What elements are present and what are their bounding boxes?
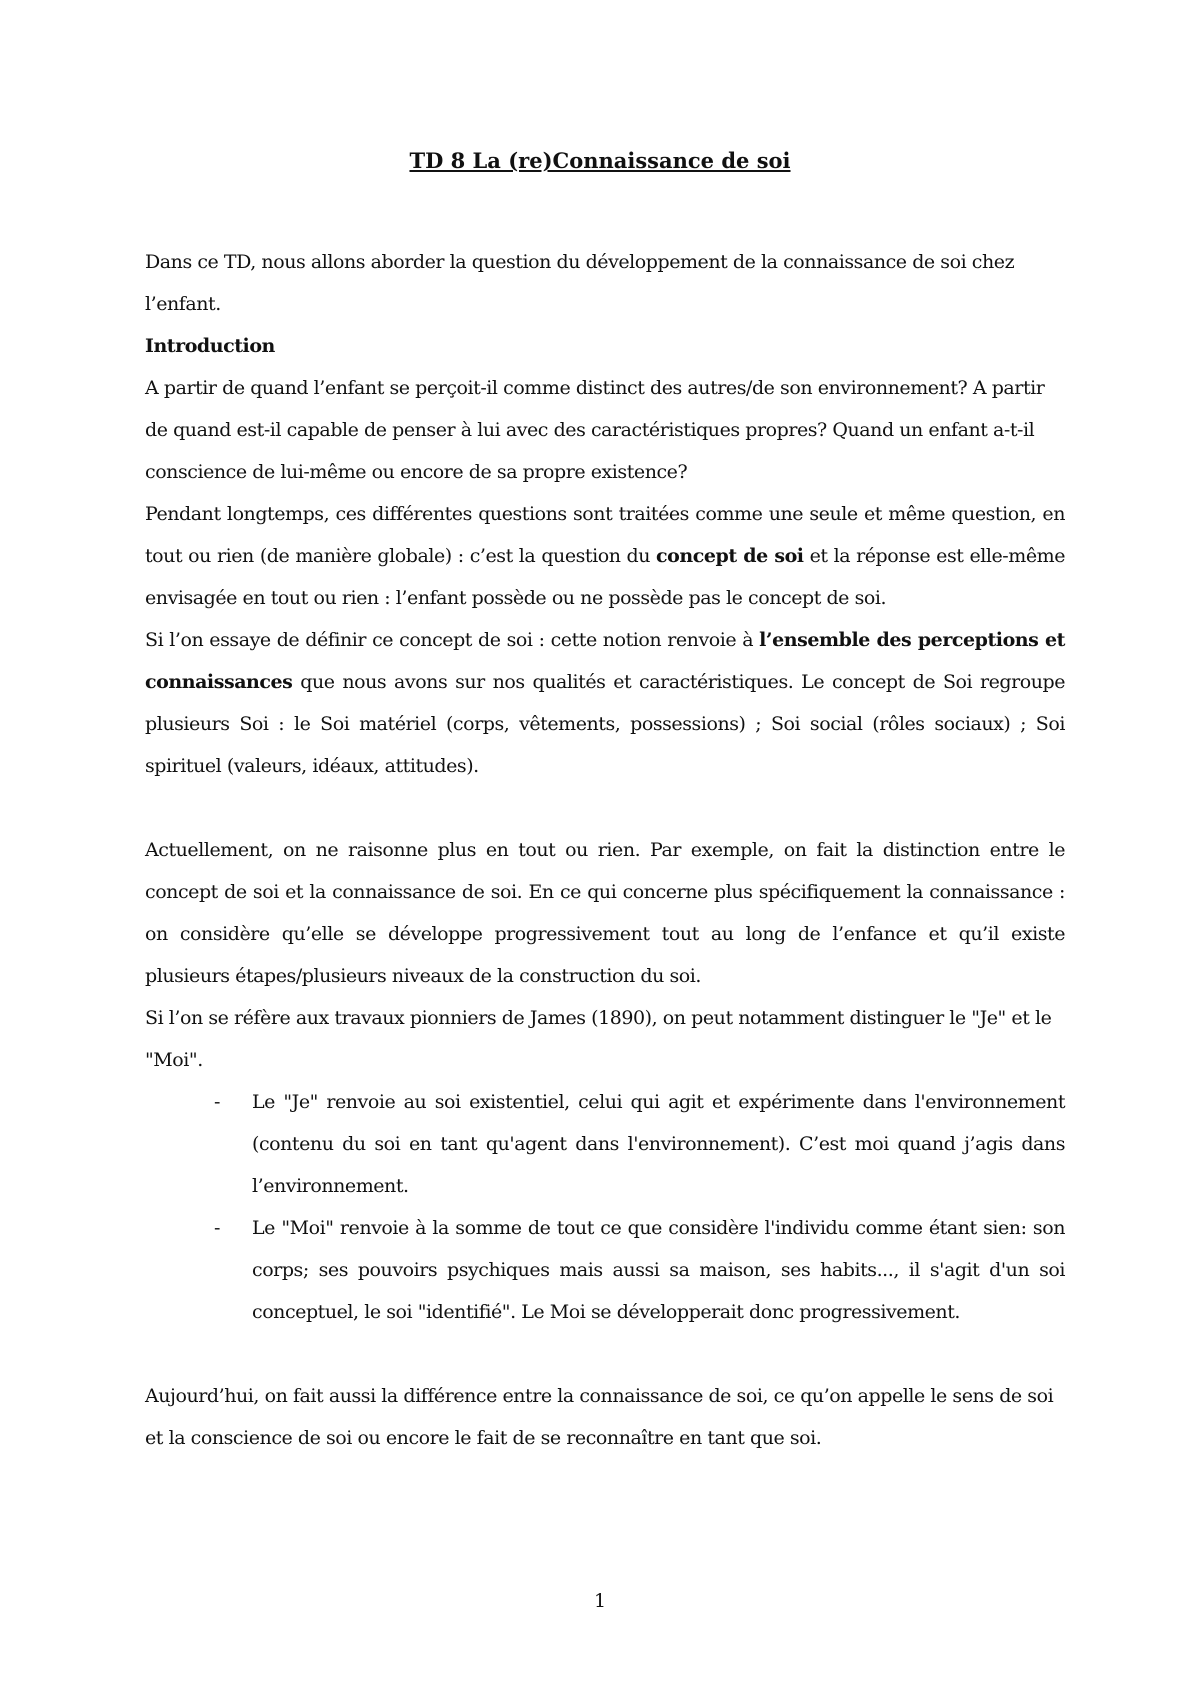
paragraph-concept-definition [145, 619, 1065, 787]
paragraph-spacer [145, 787, 1065, 829]
bold-term-perceptions: l’ensemble des perceptions et connaissances [145, 629, 1065, 693]
list-item-text: Le "Moi" renvoie à la somme de tout ce que considère l'individu comme étant sien: son corps; ses pouvoirs psychiques mais aussi sa maison, ses habits..., il s'agit d'un soi conceptuel, le soi "identifié". Le Moi se développerait donc progressivement. [252, 1217, 1065, 1323]
section-heading-introduction: Introduction [145, 335, 275, 357]
dash-bullet-icon: - [214, 1217, 220, 1239]
intro-sentence: Dans ce TD, nous allons aborder la question du développement de la connaissance de soi chez l’enfant. [145, 251, 1015, 315]
paragraph-text: et la réponse est elle-même envisagée en tout ou rien : l’enfant possède ou ne possède pas le concept de soi. [145, 545, 1065, 609]
paragraph-text: que nous avons sur nos qualités et caractéristiques. Le concept de Soi regroupe plusieurs Soi : le Soi matériel (corps, vêtements, possessions) ; Soi social (rôles sociaux) ; Soi spirituel (valeurs, idéaux, attitudes). [145, 671, 1065, 777]
paragraph-today: Aujourd’hui, on fait aussi la différence entre la connaissance de soi, ce qu’on appelle le sens de soi et la conscience de soi ou encore le fait de se reconnaître en tant que soi. [145, 1385, 1054, 1449]
page-number: 1 [593, 1590, 607, 1612]
paragraph-james: Si l’on se réfère aux travaux pionniers de James (1890), on peut notamment distinguer le "Je" et le "Moi". [145, 1007, 1052, 1071]
bold-term-concept-de-soi: concept de soi [656, 545, 804, 567]
document-title: TD 8 La (re)Connaissance de soi [409, 148, 791, 173]
document-body [145, 241, 1065, 1459]
paragraph-text: Si l’on essaye de définir ce concept de soi : cette notion renvoie à [145, 629, 760, 651]
list-item-moi [214, 1207, 1065, 1333]
list-item-text: Le "Je" renvoie au soi existentiel, celui qui agit et expérimente dans l'environnement (contenu du soi en tant qu'agent dans l'environnement). C’est moi quand j’agis dans l’environnement. [252, 1091, 1065, 1197]
list-item-je [214, 1081, 1065, 1207]
je-moi-list [145, 1081, 1065, 1333]
paragraph-concept-history [145, 493, 1065, 619]
paragraph-questions: A partir de quand l’enfant se perçoit-il comme distinct des autres/de son environnement? A partir de quand est-il capable de penser à lui avec des caractéristiques propres? Quand un enfant a-t-il conscience de lui-même ou encore de sa propre existence? [145, 377, 1045, 483]
paragraph-spacer [145, 1333, 1065, 1375]
paragraph-text: Pendant longtemps, ces différentes questions sont traitées comme une seule et même question, en tout ou rien (de manière globale) : c’est la question du [145, 503, 1065, 567]
dash-bullet-icon: - [214, 1091, 220, 1113]
paragraph-current-view: Actuellement, on ne raisonne plus en tout ou rien. Par exemple, on fait la distinction entre le concept de soi et la connaissance de soi. En ce qui concerne plus spécifiquement la connaissance : on considère qu’elle se développe progressivement tout au long de l’enfance et qu’il existe plusieurs étapes/plusieurs niveaux de la construction du soi. [145, 839, 1065, 987]
